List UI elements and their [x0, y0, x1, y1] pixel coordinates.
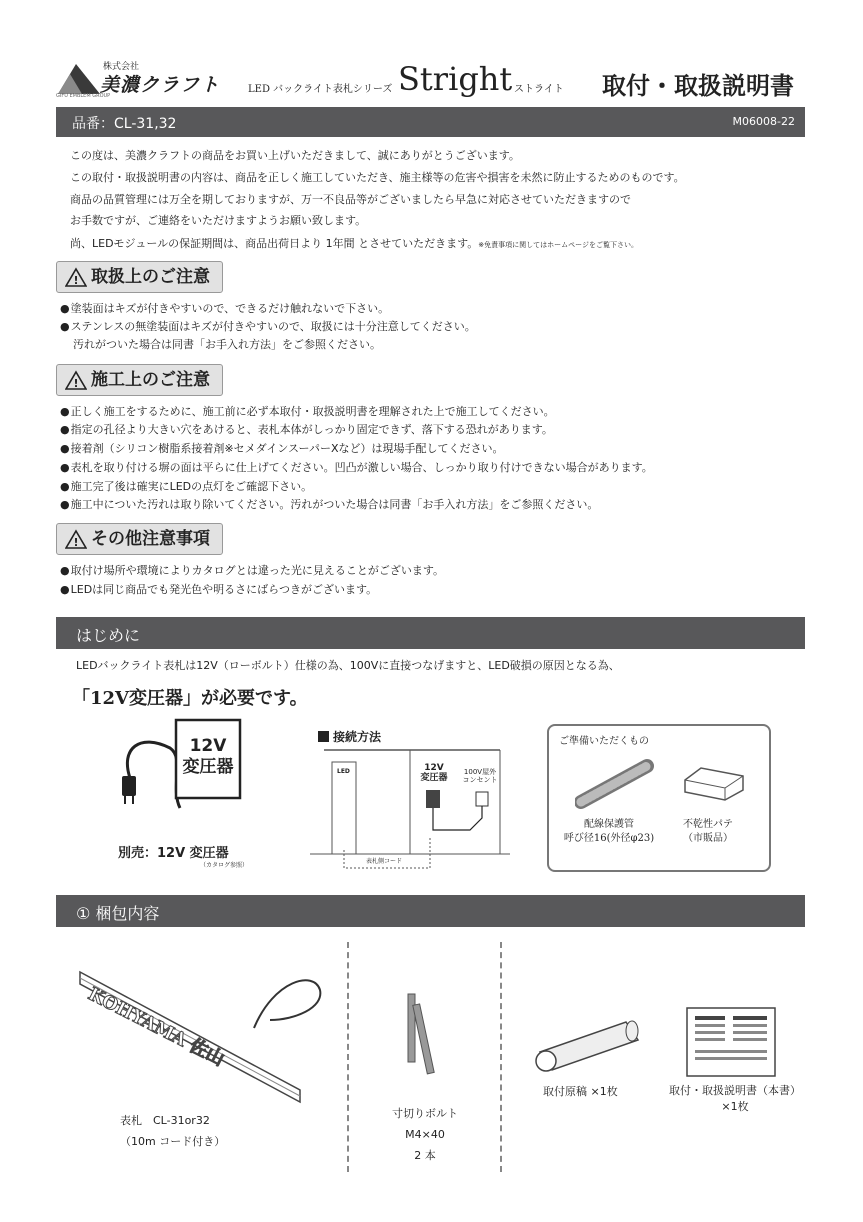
item-line: M4×40: [405, 1128, 445, 1141]
divider: [500, 942, 502, 1172]
handling-heading: [56, 261, 223, 293]
item-nameplate-label: [120, 1110, 225, 1152]
product-bar: [56, 107, 805, 137]
item-manual-label: [655, 1083, 815, 1115]
contents-bar: [56, 895, 805, 927]
contents-title: ① 梱包内容: [76, 904, 160, 923]
conduit-pipe-icon: [575, 758, 655, 810]
item-line: 表札 CL-31or32: [120, 1114, 210, 1127]
item-line: 取付・取扱説明書（本書）: [669, 1084, 801, 1097]
series-label: LED バックライト表札シリーズ: [248, 84, 393, 95]
prep-putty-label: [683, 818, 733, 846]
item-line: 2 本: [414, 1149, 436, 1162]
prep-pipe-l1: 配線保護管: [584, 819, 634, 830]
warranty-text: 尚、LEDモジュールの保証期間は、商品出荷日より 1年間 とさせていただきます。: [70, 237, 479, 250]
diagram-tf-word: 変圧器: [420, 773, 448, 783]
construction-heading: [56, 364, 223, 396]
hajimeni-text: LEDバックライト表札は12V（ローボルト）仕様の為、100Vに直接つなげますと、LED破損の原因となる為、: [76, 659, 620, 672]
svg-text:!: !: [73, 536, 79, 549]
transformer-voltage: 12V: [189, 736, 227, 756]
diagram-outlet-l2: コンセント: [462, 776, 498, 784]
diagram-led-label: LED: [337, 768, 350, 775]
prep-title: ご準備いただくもの: [559, 736, 649, 747]
item-line: ×1枚: [721, 1100, 749, 1113]
hajimeni-emphasis: 「12V変圧器」が必要です。: [72, 688, 308, 709]
list-item: ● 塗装面はキズが付きやすいので、できるだけ触れないで下さい。: [60, 302, 389, 316]
item-bolt-label: [375, 1103, 475, 1166]
disclaimer-note: ※免責事項に関してはホームページをご覧下さい。: [478, 241, 638, 249]
transformer-label: [176, 736, 240, 778]
diagram-transformer-label: [414, 763, 454, 783]
nameplate-text: KOHYAMA 佐山: [84, 983, 228, 1071]
svg-text:!: !: [73, 274, 79, 287]
intro-line: この度は、美濃クラフトの商品をお買い上げいただきまして、誠にありがとうございます。: [70, 149, 520, 162]
connection-diagram: [310, 740, 510, 870]
item-template-label: 取付原稿 ×1枚: [543, 1085, 618, 1098]
svg-text:!: !: [73, 377, 79, 390]
prep-putty-l1: 不乾性パテ: [683, 819, 733, 830]
warning-icon: [65, 370, 87, 390]
sold-separately: 別売：12V 変圧器: [118, 846, 229, 861]
list-item: ● ステンレスの無塗装面はキズが付きやすいので、取扱には十分注意してください。: [60, 320, 476, 334]
doc-code: M06008-22: [732, 115, 795, 128]
diagram-cord-label: 表札側コード: [366, 858, 403, 865]
company-small-label: 株式会社: [103, 62, 140, 72]
warning-icon: [65, 267, 87, 287]
item-line: （10m コード付き）: [120, 1135, 226, 1148]
connection-title-text: 接続方法: [333, 730, 382, 744]
company-sub-label: GIFU EMBLEM GROUP: [56, 93, 111, 99]
part-number: 品番：CL-31,32: [72, 116, 177, 132]
diagram-outlet-label: [454, 768, 506, 784]
list-item: ● 表札を取り付ける塀の面は平らに仕上げてください。凹凸が激しい場合、しっかり取り付けできない場合があります。: [60, 461, 653, 475]
series-kana: ストライト: [514, 84, 564, 95]
other-heading: [56, 523, 223, 555]
prep-box: [547, 724, 771, 872]
company-logo-icon: [56, 60, 102, 96]
list-item: ● 正しく施工をするために、施工前に必ず本取付・取扱説明書を理解された上で施工してください。: [60, 405, 555, 419]
prep-pipe-label: [549, 818, 669, 846]
list-item: ● 接着剤（シリコン樹脂系接着剤※セメダインスーパーXなど）は現場手配してください。: [60, 442, 504, 456]
list-item: ● 施工中についた汚れは取り除いてください。汚れがついた場合は同書「お手入れ方法」をご参照ください。: [60, 498, 598, 512]
catalog-ref: （カタログ参照）: [200, 862, 249, 869]
doc-title: 取付・取扱説明書: [602, 72, 794, 100]
intro-line: 商品の品質管理には万全を期しておりますが、万一不良品等がございましたら早急に対応させていただきますので: [70, 193, 631, 206]
list-item: ● LEDは同じ商品でも発光色や明るさにばらつきがございます。: [60, 583, 377, 597]
divider: [347, 942, 349, 1172]
hajimeni-title: はじめに: [76, 626, 141, 645]
handling-title: 取扱上のご注意: [91, 267, 210, 287]
putty-icon: [681, 764, 747, 804]
warning-icon: [65, 529, 87, 549]
item-line: 寸切りボルト: [392, 1107, 458, 1120]
manual-icon: [685, 1006, 777, 1078]
list-item: ● 施工完了後は確実にLEDの点灯をご確認下さい。: [60, 480, 312, 494]
hajimeni-bar: [56, 617, 805, 649]
prep-putty-l2: （市販品）: [683, 833, 733, 844]
company-name: 美濃クラフト: [100, 74, 221, 96]
transformer-word: 変圧器: [182, 757, 234, 777]
intro-line: [70, 235, 638, 251]
diagram-tf-voltage: 12V: [424, 763, 444, 773]
prep-pipe-l2: 呼び径16(外径φ23): [563, 833, 655, 844]
list-item-continuation: 汚れがついた場合は同書「お手入れ方法」をご参照ください。: [73, 338, 381, 351]
rolled-template-icon: [526, 1018, 644, 1074]
bolt-icon: [404, 990, 444, 1082]
other-title: その他注意事項: [91, 529, 210, 549]
construction-title: 施工上のご注意: [91, 370, 210, 390]
list-item: ● 指定の孔径より大きい穴をあけると、表札本体がしっかり固定できず、落下する恐れがあります。: [60, 423, 553, 437]
intro-line: お手数ですが、ご連絡をいただけますようお願い致します。: [70, 214, 367, 227]
diagram-outlet-l1: 100V屋外: [463, 768, 497, 776]
series-name: Stright: [398, 60, 513, 98]
intro-line: この取付・取扱説明書の内容は、商品を正しく施工していただき、施主様等の危害や損害を未然に防止するためのものです。: [70, 171, 685, 184]
list-item: ● 取付け場所や環境によりカタログとは違った光に見えることがございます。: [60, 564, 444, 578]
